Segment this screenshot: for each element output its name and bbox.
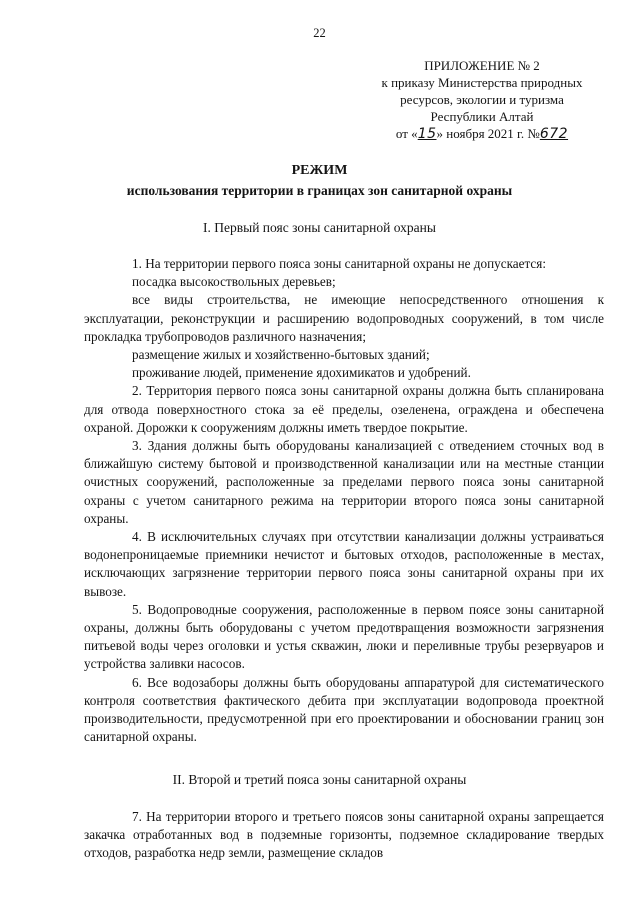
document-title: РЕЖИМ — [291, 163, 348, 178]
list-item: проживание людей, применение ядохимикатов и удобрений. — [132, 365, 471, 381]
appendix-line: Республики Алтай — [430, 109, 534, 124]
appendix-header — [352, 57, 612, 143]
appendix-title: ПРИЛОЖЕНИЕ № 2 — [424, 58, 540, 73]
section-heading-1: I. Первый пояс зоны санитарной охраны — [203, 220, 436, 235]
page-number: 22 — [313, 26, 326, 40]
paragraph: 1. На территории первого пояса зоны санитарной охраны не допускается: — [132, 256, 547, 271]
paragraph: 4. В исключительных случаях при отсутствии канализации должны устраиваться водонепроницаемые приемники нечистот и бытовых отходов, расположенные в местах, исключающих загрязнение территории первого пояса зоны санитарной охраны при их вывозе. — [84, 529, 604, 599]
order-number-handwritten: 672 — [539, 126, 569, 142]
appendix-line: ресурсов, экологии и туризма — [400, 92, 564, 107]
list-item: размещение жилых и хозяйственно-бытовых зданий; — [132, 347, 430, 363]
paragraph: 5. Водопроводные сооружения, расположенные в первом поясе зоны санитарной охраны, должны быть оборудованы с учетом предотвращения возможности загрязнения питьевой воды через оголовки и устья скважин, люки и переливные трубы резервуаров и устройства заливки насосов. — [84, 601, 604, 672]
list-item: все виды строительства, не имеющие непосредственного отношения к эксплуатации, реконструкции и расширению водопроводных сооружений, в том числе прокладка трубопроводов различного назначения; — [84, 292, 604, 344]
section-heading-2: II. Второй и третий пояса зоны санитарной охраны — [172, 772, 467, 787]
section-2-body — [84, 808, 604, 863]
paragraph: 7. На территории второго и третьего поясов зоны санитарной охраны запрещается закачка отработанных вод в подземные горизонты, подземное складирование твердых отходов, разработка недр земли, размещение складов — [84, 809, 604, 861]
document-subtitle: использования территории в границах зон санитарной охраны — [126, 183, 513, 198]
date-prefix: от « — [395, 126, 418, 141]
appendix-line: к приказу Министерства природных — [381, 75, 583, 90]
paragraph: 2. Территория первого пояса зоны санитарной охраны должна быть спланирована для отвода поверхностного стока за её пределы, озеленена, ограждена и обеспечена охраной. Дорожки к сооружениям должны иметь твердое покрытие. — [84, 383, 604, 435]
date-day-handwritten: 15 — [417, 126, 437, 142]
list-item: посадка высокоствольных деревьев; — [132, 274, 336, 290]
date-mid: » ноября 2021 г. № — [436, 126, 540, 141]
paragraph: 6. Все водозаборы должны быть оборудованы аппаратурой для систематического контроля соответствия фактического дебита при эксплуатации водопровода проектной производительности, предусмотренной при его проектировании и обосновании границ зон санитарной охраны. — [84, 674, 604, 745]
paragraph: 3. Здания должны быть оборудованы канализацией с отведением сточных вод в ближайшую систему бытовой и производственной канализации или на местные станции очистных сооружений, расположенные за пределами первого пояса зоны санитарной охраны с учетом санитарного режима на территории второго пояса зоны санитарной охраны. — [84, 438, 604, 526]
section-1-body — [84, 255, 604, 746]
appendix-date-line — [352, 125, 612, 143]
